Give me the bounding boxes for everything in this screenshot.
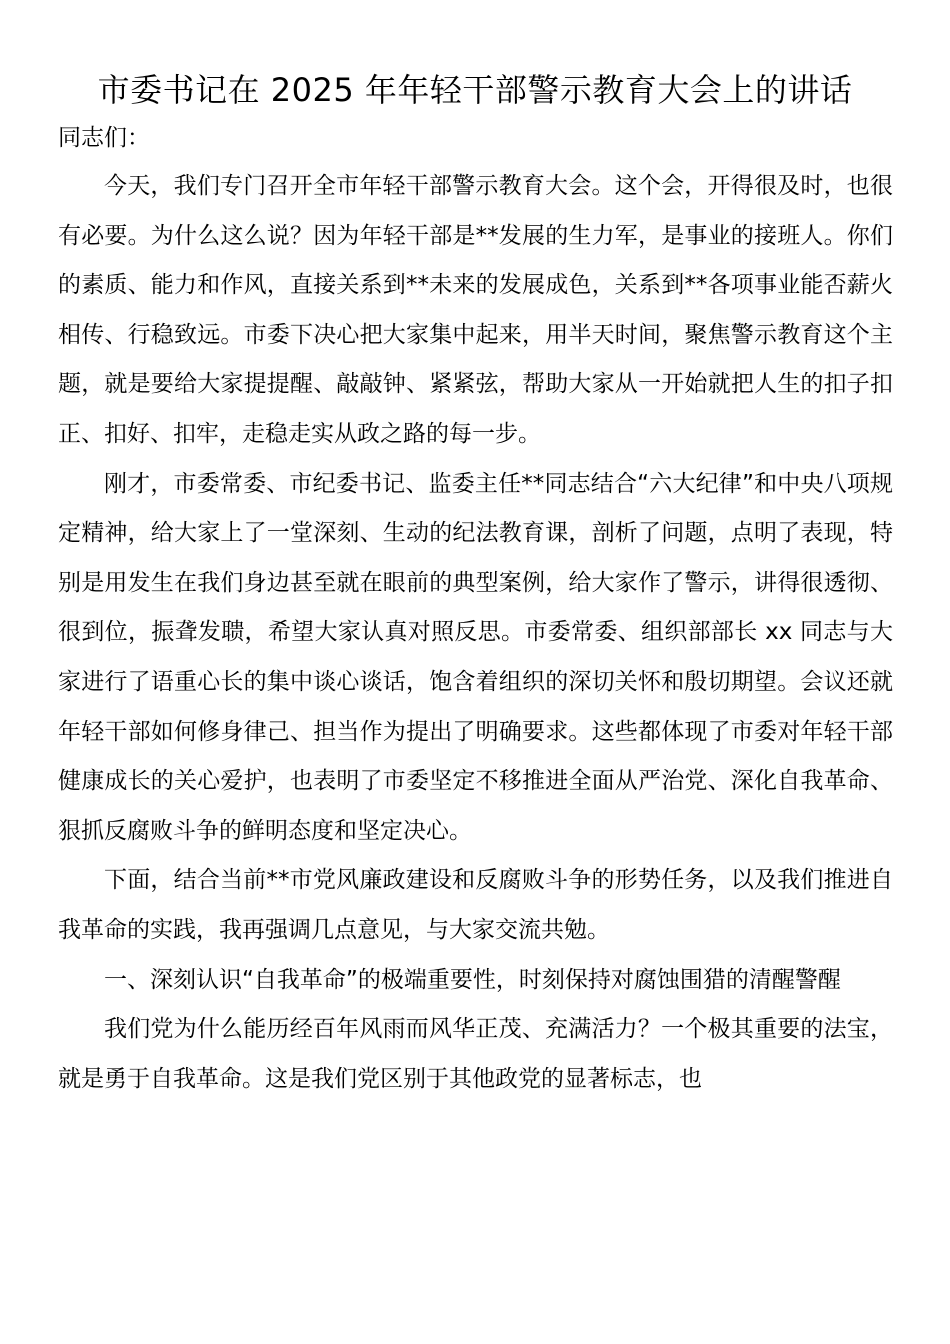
paragraph-transition: 下面，结合当前**市党风廉政建设和反腐败斗争的形势任务，以及我们推进自我革命的实践，我再强调几点意见，与大家交流共勉。 <box>58 867 893 943</box>
salutation: 同志们： <box>58 125 150 151</box>
section-heading: 一、深刻认识“自我革命”的极端重要性，时刻保持对腐蚀围猎的清醒警醒 <box>104 966 841 993</box>
paragraph-section-one: 我们党为什么能历经百年风雨而风华正茂、充满活力？一个极其重要的法宝，就是勇于自我革命。这是我们党区别于其他政党的显著标志，也 <box>58 1016 893 1092</box>
paragraph-opening: 今天，我们专门召开全市年轻干部警示教育大会。这个会，开得很及时，也很有必要。为什么这么说？因为年轻干部是**发展的生力军，是事业的接班人。你们的素质、能力和作风，直接关系到**未来的发展成色，关系到**各项事业能否薪火相传、行稳致远。市委下决心把大家集中起来，用半天时间，聚焦警示教育这个主题，就是要给大家提提醒、敲敲钟、紧紧弦，帮助大家从一开始就把人生的扣子扣正、扣好、扣牢，走稳走实从政之路的每一步。 <box>58 173 893 447</box>
document-title: 市委书记在 2025 年年轻干部警示教育大会上的讲话 <box>97 71 853 109</box>
paragraph-review: 刚才，市委常委、市纪委书记、监委主任**同志结合“六大纪律”和中央八项规定精神，给大家上了一堂深刻、生动的纪法教育课，剖析了问题，点明了表现，特别是用发生在我们身边甚至就在眼前的典型案例，给大家作了警示，讲得很透彻、很到位，振聋发聩，希望大家认真对照反思。市委常委、组织部部长 xx 同志与大家进行了语重心长的集中谈心谈话，饱含着组织的深切关怀和殷切期望。会议还就年轻干部如何修身律己、担当作为提出了明确要求。这些都体现了市委对年轻干部健康成长的关心爱护，也表明了市委坚定不移推进全面从严治党、深化自我革命、狠抓反腐败斗争的鲜明态度和坚定决心。 <box>58 470 893 844</box>
document-body <box>58 118 893 1104</box>
